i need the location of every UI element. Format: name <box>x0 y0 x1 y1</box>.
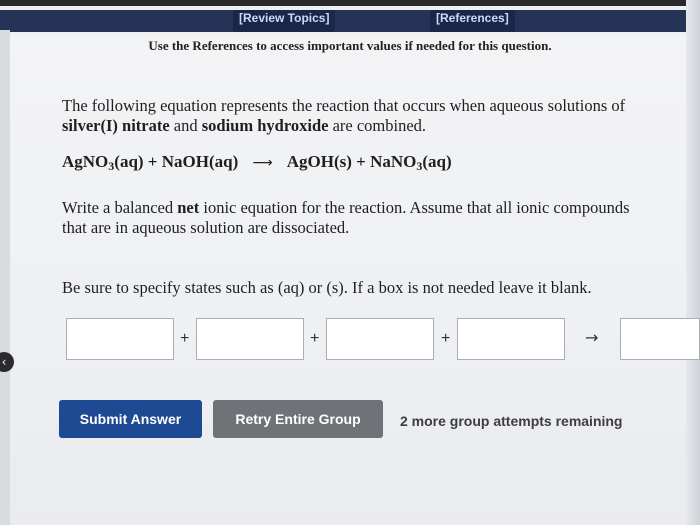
submit-answer-button[interactable]: Submit Answer <box>59 400 202 438</box>
yields-arrow-icon: → <box>585 328 599 347</box>
retry-group-button[interactable]: Retry Entire Group <box>213 400 383 438</box>
reactant-1: silver(I) nitrate <box>62 116 170 135</box>
answer-box-1[interactable] <box>66 318 174 360</box>
references-link[interactable]: [References] <box>430 10 515 32</box>
reaction-arrow-icon: ⟶ <box>252 155 273 171</box>
answer-box-4[interactable] <box>457 318 565 360</box>
right-edge <box>686 0 700 525</box>
answer-box-5[interactable] <box>620 318 700 360</box>
collapse-icon[interactable]: ‹ <box>0 352 14 372</box>
reaction-equation <box>62 152 452 176</box>
eq-rhs: AgOH(s) + NaNO <box>286 152 417 171</box>
instruction-text-1: Write a balanced <box>62 198 178 217</box>
eq-lhs-rest: (aq) + NaOH(aq) <box>114 152 239 171</box>
plus-sign-3: + <box>441 330 451 347</box>
intro-text-2: and <box>169 116 202 135</box>
review-topics-link[interactable]: [Review Topics] <box>233 10 335 32</box>
left-edge <box>0 30 10 525</box>
instruction <box>62 198 652 238</box>
eq-lhs-subscript: 3 <box>108 159 115 173</box>
answer-box-2[interactable] <box>196 318 304 360</box>
eq-lhs: AgNO <box>62 152 109 171</box>
intro-text-1: The following equation represents the reaction that occurs when aqueous solutions of <box>62 96 626 115</box>
instruction-bold: net <box>177 198 200 217</box>
top-edge <box>0 0 700 6</box>
references-note: Use the References to access important values if needed for this question. <box>148 38 552 53</box>
instruction-text-2: ionic equation for the reaction. Assume that all ionic compounds that are in aqueous solution are dissociated. <box>62 198 630 237</box>
states-note: Be sure to specify states such as (aq) or (s). If a box is not needed leave it blank. <box>62 278 592 297</box>
header-bar <box>0 10 700 32</box>
eq-rhs-state: (aq) <box>422 152 452 171</box>
question-intro <box>62 96 652 136</box>
eq-rhs-subscript: 3 <box>416 159 423 173</box>
attempts-remaining: 2 more group attempts remaining <box>400 413 623 429</box>
answer-box-3[interactable] <box>326 318 434 360</box>
intro-text-3: are combined. <box>328 116 427 135</box>
plus-sign-2: + <box>310 330 320 347</box>
plus-sign-1: + <box>180 330 190 347</box>
reactant-2: sodium hydroxide <box>201 116 329 135</box>
